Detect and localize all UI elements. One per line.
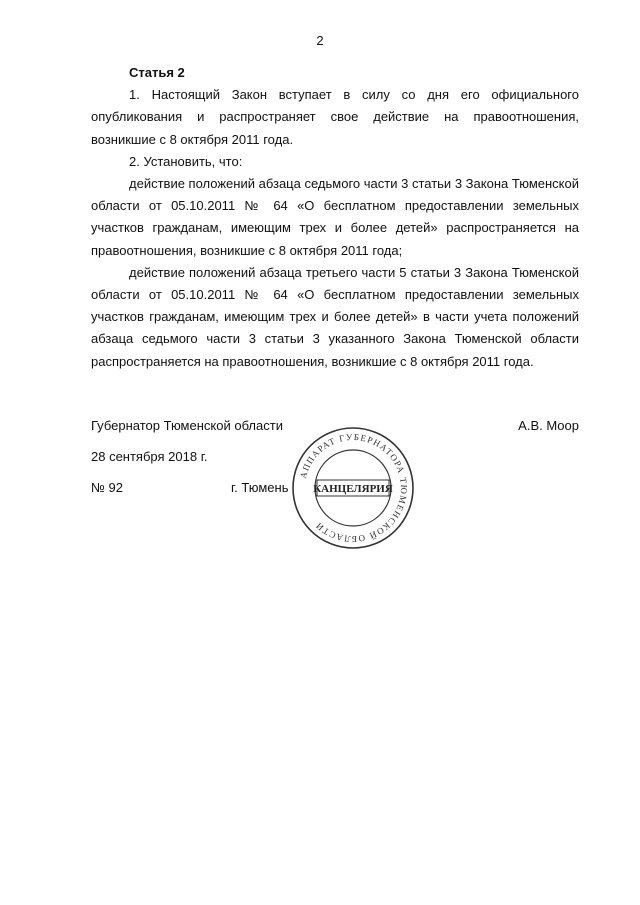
signatory-position: Губернатор Тюменской области — [91, 418, 283, 433]
article-paragraph: 1. Настоящий Закон вступает в силу со дня его официального опубликования и распространяет свое действие на правоотношения, возникшие с 8 октября 2011 года. — [91, 87, 579, 147]
stamp-ring-text: АППАРАТ ГУБЕРНАТОРА ТЮМЕНСКОЙ ОБЛАСТИ — [297, 431, 410, 545]
article-heading: Статья 2 — [129, 65, 185, 80]
signatory-name: А.В. Моор — [518, 418, 579, 433]
article-paragraph: действие положений абзаца седьмого части 3 статьи 3 Закона Тюменской области от 05.10.2011 № 64 «О бесплатном предоставлении земельных участков гражданам, имеющим трех и более детей» распространяется на правоотношения, возникшие с 8 октября 2011 года; — [91, 176, 579, 258]
signing-city: г. Тюмень — [231, 480, 289, 495]
stamp-center-text: КАНЦЕЛЯРИЯ — [313, 483, 393, 495]
page-number: 2 — [316, 33, 324, 48]
article-paragraph: действие положений абзаца третьего части 5 статьи 3 Закона Тюменской области от 05.10.2011 № 64 «О бесплатном предоставлении земельных участков гражданам, имеющим трех и более детей» в части учета положений абзаца седьмого части 3 статьи 3 указанного Закона Тюменской области распространяется на правоотношения, возникшие с 8 октября 2011 года. — [91, 264, 579, 369]
article-paragraph: 2. Установить, что: — [129, 153, 243, 169]
chancellery-stamp — [290, 425, 416, 551]
law-number: № 92 — [91, 480, 124, 495]
article-body — [91, 62, 579, 373]
signing-date: 28 сентября 2018 г. — [91, 449, 208, 464]
